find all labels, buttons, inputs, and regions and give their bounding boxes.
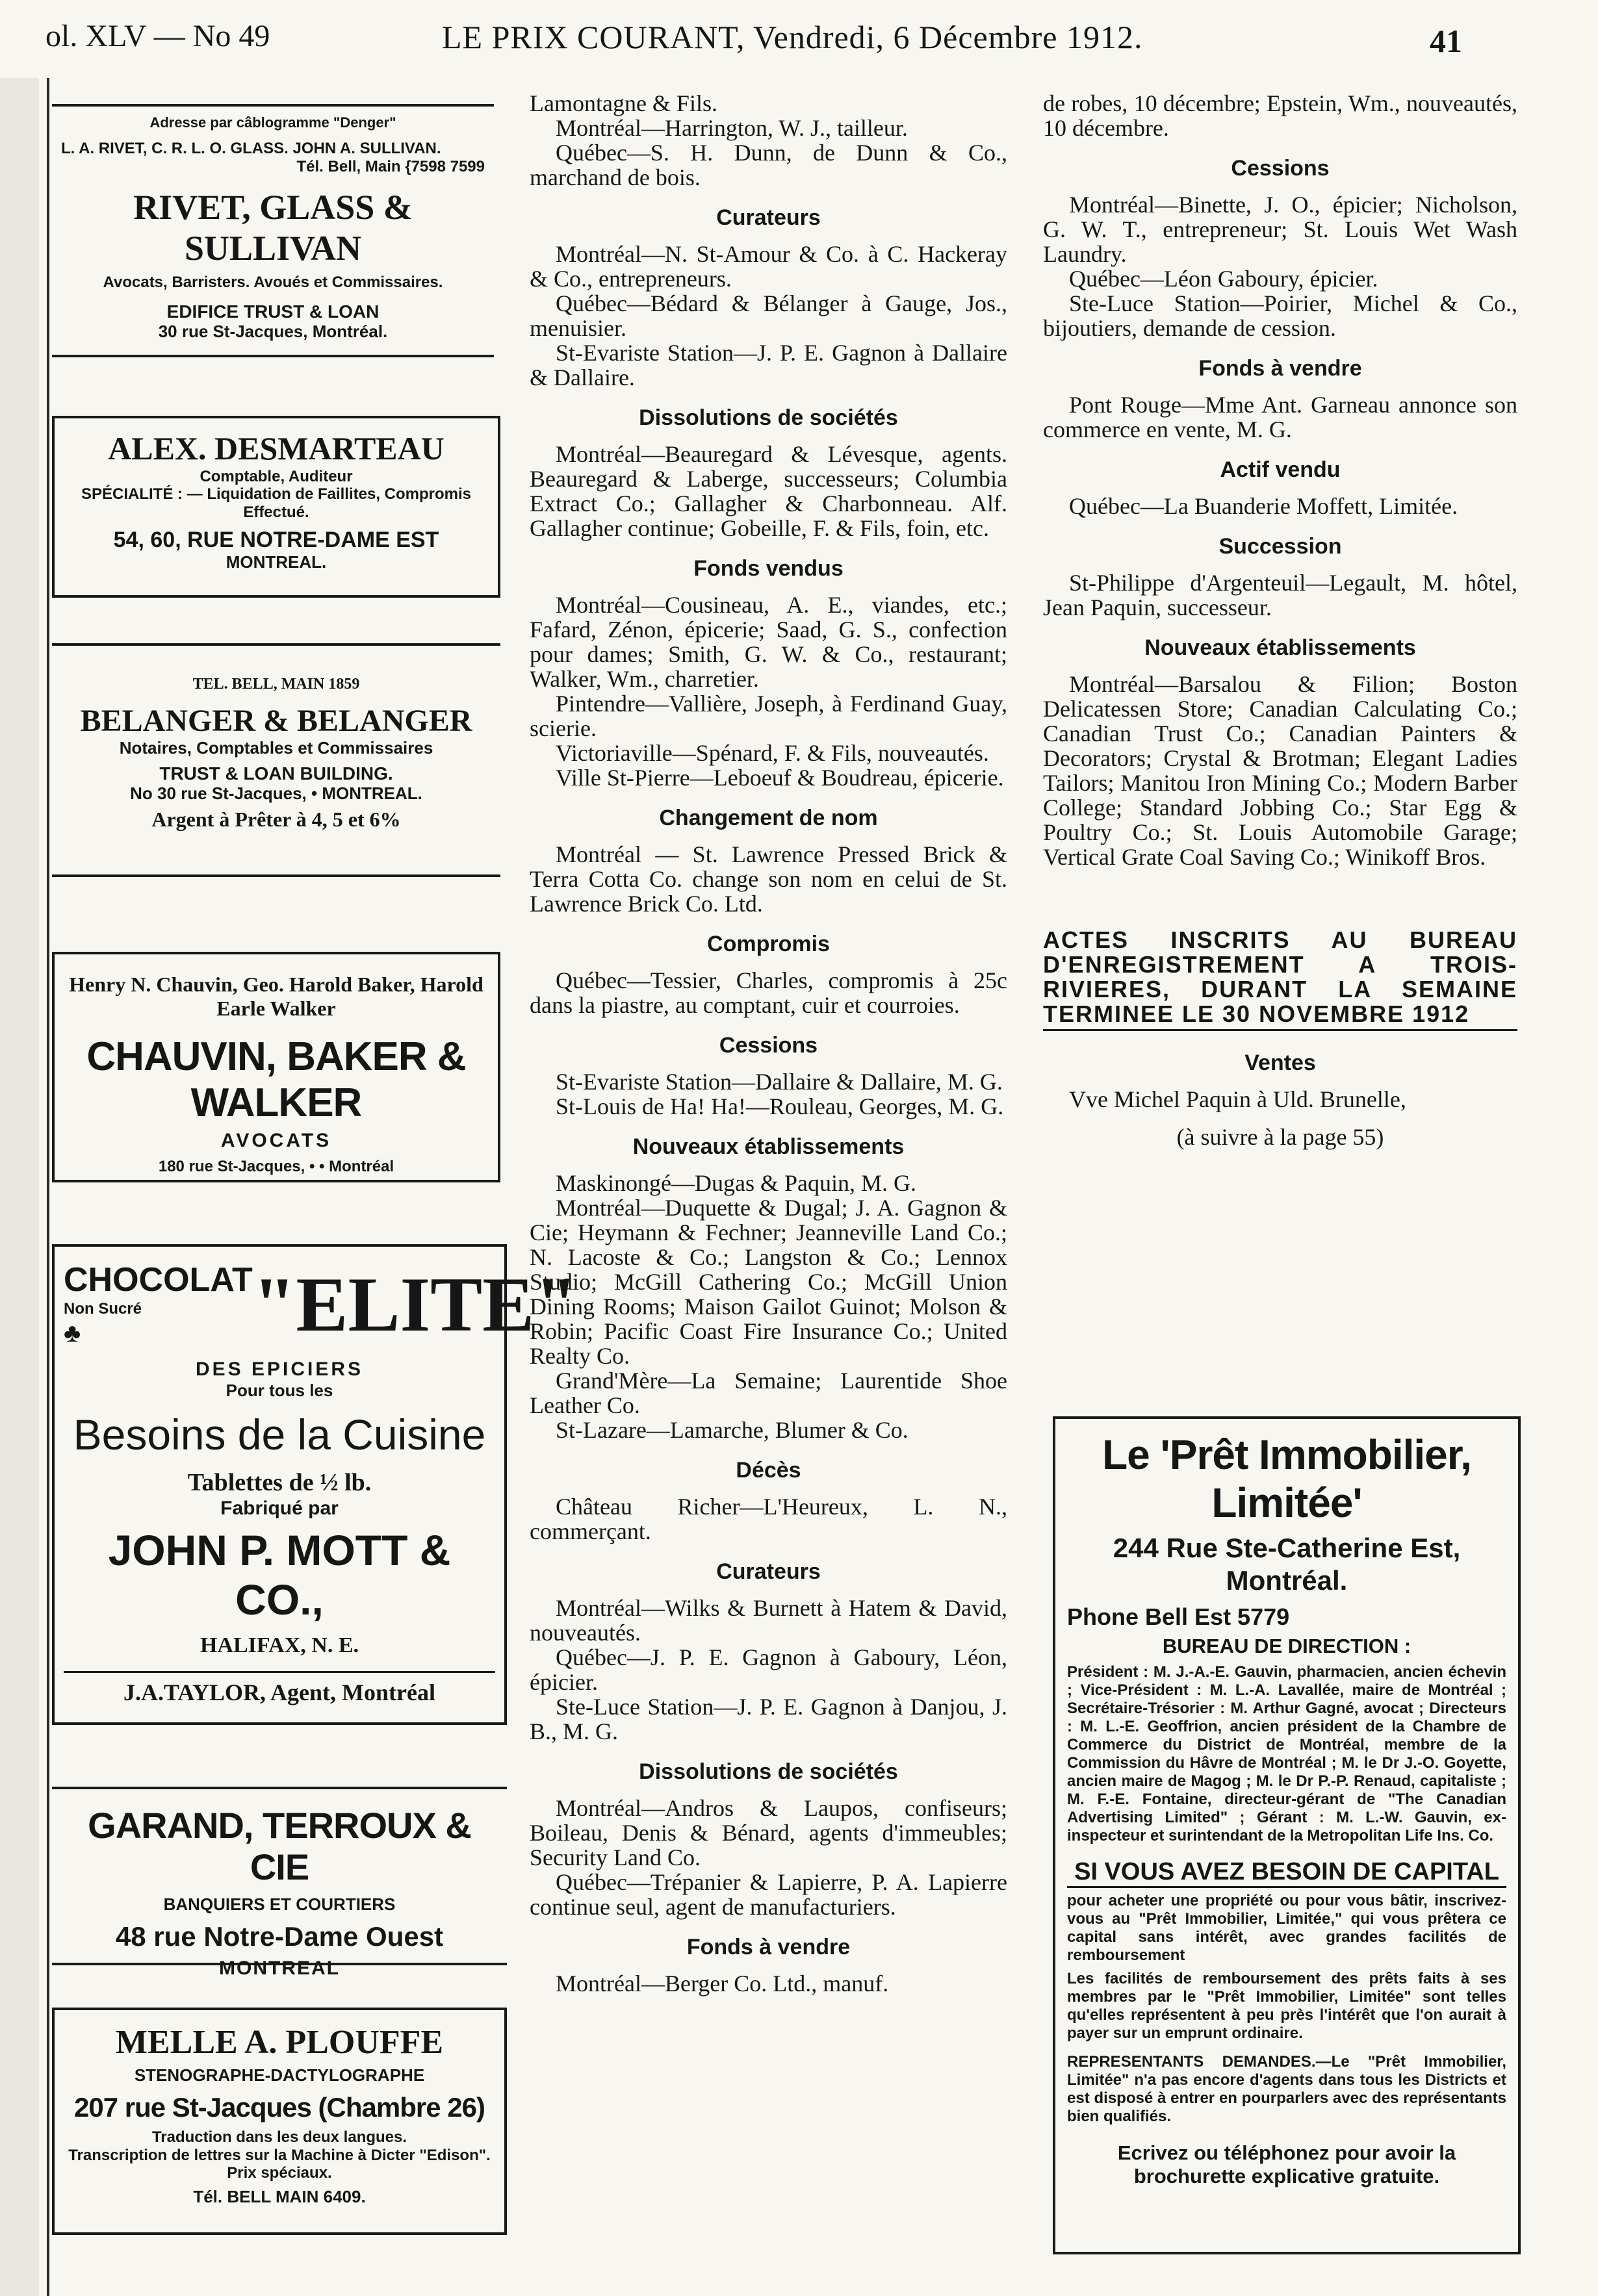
ad-partner-names: Henry N. Chauvin, Geo. Harold Baker, Harold Earle Walker xyxy=(69,973,483,1020)
entry-text: Montréal—Andros & Laupos, confiseurs; Boileau, Denis & Bénard, agents d'immeubles; Security Land Co. xyxy=(530,1795,1007,1870)
ad-transcription: Transcription de lettres sur la Machine à Dicter "Edison". Prix spéciaux. xyxy=(68,2146,491,2182)
section-heading: Curateurs xyxy=(716,1559,821,1584)
section-heading: Cessions xyxy=(1231,156,1330,181)
entry-text: Montréal—Berger Co. Ltd., manuf. xyxy=(556,1971,889,1996)
page-header xyxy=(0,0,1598,71)
section-heading: Actif vendu xyxy=(1220,457,1341,482)
newspaper-title: LE PRIX COURANT, Vendredi, 6 Décembre 1912. xyxy=(442,19,1143,55)
entry-text: Vve Michel Paquin à Uld. Brunelle, xyxy=(1069,1086,1406,1112)
ad-cable-address: Adresse par câblogramme "Denger" xyxy=(149,114,396,131)
section-heading: Cessions xyxy=(719,1033,818,1058)
ad-city: HALIFAX, N. E. xyxy=(200,1633,359,1658)
actes-heading: ACTES INSCRITS AU BUREAU D'ENREGISTREMENT A TROIS-RIVIERES, DURANT LA SEMAINE TERMINEE LE 30 NOVEMBRE 1912 xyxy=(1043,926,1517,1027)
ad-traduction: Traduction dans les deux langues. xyxy=(151,2128,407,2146)
ad-telephone: TEL. BELL, MAIN 1859 xyxy=(192,676,360,693)
entry-text: St-Evariste Station—J. P. E. Gagnon à Dallaire & Dallaire. xyxy=(530,340,1007,390)
page-number: 41 xyxy=(1430,23,1462,59)
ad-pret-immobilier xyxy=(1053,1416,1521,2254)
ad-address: 180 rue St-Jacques, • • Montréal xyxy=(158,1157,394,1175)
ad-name: ALEX. DESMARTEAU xyxy=(108,430,445,466)
ad-city: MONTREAL. xyxy=(226,552,327,572)
ad-belanger xyxy=(52,643,500,877)
continued-note: (à suivre à la page 55) xyxy=(1176,1124,1384,1150)
ad-role: AVOCATS xyxy=(220,1130,332,1152)
gutter-rule xyxy=(47,78,49,2296)
ad-address: 48 rue Notre-Dame Ouest xyxy=(115,1920,444,1952)
entry-text: Montréal—N. St-Amour & Co. à C. Hackeray & Co., entrepreneurs. xyxy=(530,241,1007,292)
section-heading: Succession xyxy=(1218,534,1342,559)
entry-text: Montréal — St. Lawrence Pressed Brick & Terra Cotta Co. change son nom en celui de St. Lawrence Brick Co. Ltd. xyxy=(530,841,1007,917)
ad-telephone: Tél. BELL MAIN 6409. xyxy=(193,2186,366,2206)
middle-column xyxy=(530,91,1007,1996)
ad-building: EDIFICE TRUST & LOAN xyxy=(166,301,380,322)
section-heading: Fonds à vendre xyxy=(1198,356,1362,381)
ad-facilites: Les facilités de remboursement des prêts faits à ses membres par le "Prêt Immobilier, Limitée" sont telles qu'elles représentent à peu près l'intérêt que l'on aurait à payer sur un emprunt ordinaire. xyxy=(1067,1970,1506,2042)
ad-argent: Argent à Prêter à 4, 5 et 6% xyxy=(151,807,401,831)
ad-role: BANQUIERS ET COURTIERS xyxy=(163,1894,396,1914)
ad-firm-name: GARAND, TERROUX & CIE xyxy=(88,1805,471,1888)
ad-phone: Phone Bell Est 5779 xyxy=(1067,1603,1290,1630)
ad-capital-heading: SI VOUS AVEZ BESOIN DE CAPITAL xyxy=(1067,1858,1506,1888)
ad-role: STENOGRAPHE-DACTYLOGRAPHE xyxy=(134,2065,425,2085)
ad-role: Notaires, Comptables et Commissaires xyxy=(119,737,433,758)
section-heading: Dissolutions de sociétés xyxy=(639,1759,898,1784)
page-gutter xyxy=(0,78,39,2296)
ad-partner-names: L. A. RIVET, C. R. L. O. GLASS. JOHN A. SULLIVAN. xyxy=(61,140,441,158)
ad-chauvin-baker-walker xyxy=(52,952,500,1182)
section-heading: Dissolutions de sociétés xyxy=(639,405,898,430)
ad-chocolat-label: CHOCOLAT xyxy=(64,1261,253,1299)
entry-text: St-Louis de Ha! Ha!—Rouleau, Georges, M. G. xyxy=(556,1093,1004,1119)
entry-text: Victoriaville—Spénard, F. & Fils, nouveautés. xyxy=(556,740,989,766)
ad-firm-name: BELANGER & BELANGER xyxy=(80,703,472,738)
entry-text: Ville St-Pierre—Leboeuf & Boudreau, épicerie. xyxy=(556,765,1004,791)
entry-text: Québec—Trépanier & Lapierre, P. A. Lapierre continue seul, agent de manufacturiers. xyxy=(530,1869,1007,1920)
ad-address: No 30 rue St-Jacques, • MONTREAL. xyxy=(130,783,422,803)
ad-address: 244 Rue Ste-Catherine Est, xyxy=(1113,1533,1461,1563)
ad-address: 30 rue St-Jacques, Montréal. xyxy=(158,322,388,342)
entry-text: Château Richer—L'Heureux, L. N., commerçant. xyxy=(530,1494,1007,1544)
ad-address: 54, 60, RUE NOTRE-DAME EST xyxy=(113,528,439,553)
entry-text: Montréal—Wilks & Burnett à Hatem & David, nouveautés. xyxy=(530,1595,1007,1646)
entry-text: Pont Rouge—Mme Ant. Garneau annonce son commerce en vente, M. G. xyxy=(1043,392,1517,442)
entry-text: Montréal—Binette, J. O., épicier; Nicholson, G. W. T., entrepreneur; St. Louis Wet Wash Laundry. xyxy=(1043,192,1517,267)
ad-city: Montréal. xyxy=(1226,1565,1348,1596)
entry-text: Québec—La Buanderie Moffett, Limitée. xyxy=(1069,493,1458,519)
section-heading: Compromis xyxy=(707,932,830,956)
entry-text: Lamontagne & Fils. xyxy=(530,90,717,116)
ad-capital-text: pour acheter une propriété ou pour vous bâtir, inscrivez-vous au "Prêt Immobilier, Limitée," qui vous prêtera ce capital sans intérêt, avec grandes facilités de remboursement xyxy=(1067,1892,1506,1964)
ad-title: Le 'Prêt Immobilier, Limitée' xyxy=(1102,1431,1471,1526)
ad-chocolat-elite xyxy=(52,1244,578,1725)
section-heading: Curateurs xyxy=(716,205,821,230)
entry-text: Montréal—Harrington, W. J., tailleur. xyxy=(556,115,908,141)
ad-pour-tous: Pour tous les xyxy=(226,1380,333,1400)
entry-text: Montréal—Beauregard & Lévesque, agents. Beauregard & Laberge, successeurs; Columbia Extract Co.; Gallagher & Charbonneau. Alf. Gallagher continue; Gobeille, F. & Fils, foin, etc. xyxy=(530,441,1007,541)
entry-text: de robes, 10 décembre; Epstein, Wm., nouveautés, 10 décembre. xyxy=(1043,90,1517,141)
entry-text: St-Evariste Station—Dallaire & Dallaire, M. G. xyxy=(556,1069,1003,1095)
section-heading: Changement de nom xyxy=(659,806,878,830)
entry-text: Québec—Léon Gaboury, épicier. xyxy=(1069,266,1378,292)
ad-fabrique: Fabriqué par xyxy=(220,1497,339,1519)
ad-garand-terroux xyxy=(52,1787,507,1979)
ad-building: TRUST & LOAN BUILDING. xyxy=(159,763,393,784)
ad-firm-name: CHAUVIN, BAKER & WALKER xyxy=(86,1034,466,1125)
ad-telephone: Tél. Bell, Main {7598 7599 xyxy=(296,157,485,175)
section-heading: Fonds à vendre xyxy=(686,1935,851,1959)
entry-text: Ste-Luce Station—Poirier, Michel & Co., bijoutiers, demande de cession. xyxy=(1043,290,1517,341)
entry-text: Montréal—Cousineau, A. E., viandes, etc.; Fafard, Zénon, épicerie; Saad, G. S., confection pour dames; Smith, G. W. & Co., restaurant; Walker, Wm., charretier. xyxy=(530,592,1007,692)
ad-bureau-heading: BUREAU DE DIRECTION : xyxy=(1162,1635,1411,1657)
ad-tablettes: Tablettes de ½ lb. xyxy=(187,1469,372,1497)
entry-text: Montréal—Barsalou & Filion; Boston Delicatessen Store; Canadian Calculating Co.; Canadian Trust Co.; Canadian Painters & Decorators; Crystal & Brotman; Elegant Ladies Tailors; Manitou Iron Mining Co.; Modern Barber College; Standard Jobbing Co.; Star Egg & Poultry Co.; St. Louis Automobile Garage; Vertical Grate Coal Saving Co.; Winikoff Bros. xyxy=(1043,671,1517,870)
ad-desmarteau xyxy=(52,416,500,598)
entry-text: Québec—S. H. Dunn, de Dunn & Co., marchand de bois. xyxy=(530,140,1007,190)
ad-role: Comptable, Auditeur xyxy=(200,467,353,485)
entry-text: Grand'Mère—La Semaine; Laurentide Shoe Leather Co. xyxy=(530,1368,1007,1418)
section-heading: Ventes xyxy=(1244,1051,1316,1075)
entry-text: Ste-Luce Station—J. P. E. Gagnon à Danjou, J. B., M. G. xyxy=(530,1694,1007,1744)
ad-agent: J.A.TAYLOR, Agent, Montréal xyxy=(64,1671,495,1706)
right-column xyxy=(1043,91,1517,1149)
divider xyxy=(1043,1029,1517,1031)
entry-text: St-Philippe d'Argenteuil—Legault, M. hôtel, Jean Paquin, successeur. xyxy=(1043,570,1517,620)
ad-role: Avocats, Barristers. Avoués et Commissaires. xyxy=(103,273,443,291)
ad-maker: JOHN P. MOTT & CO., xyxy=(108,1526,451,1624)
ad-direction: Président : M. J.-A.-E. Gauvin, pharmacien, ancien échevin ; Vice-Président : M. L.-A. Lavallée, maire de Montréal ; Secrétaire-Trésorier : M. Arthur Gagné, avocat ; Directeurs : M. L.-E. Geoffrion, ancien président de la Chambre de Commerce du District de Montréal, membre de la Commission du Hâvre de Montréal ; M. le Dr J.-O. Goyette, ancien maire de Magog ; M. le Dr P.-P. Renaud, capitaliste ; M. F.-E. Fontaine, directeur-gérant de "The Canadian Advertising Limited" ; Gérant : M. L.-W. Gauvin, ex-inspecteur et surintendant de la Metropolitan Life Ins. Co. xyxy=(1067,1663,1506,1844)
section-heading: Fonds vendus xyxy=(693,556,844,581)
ad-specialite: SPÉCIALITÉ : — Liquidation de Faillites, Compromis Effectué. xyxy=(81,485,472,521)
ad-address: 207 rue St-Jacques (Chambre 26) xyxy=(74,2091,485,2123)
volume-number: ol. XLV — No 49 xyxy=(45,19,270,53)
ad-rivet-glass-sullivan xyxy=(52,104,494,357)
ad-des-epiciers: DES EPICIERS xyxy=(195,1358,364,1380)
ad-bell-icon: ♣ xyxy=(64,1318,81,1347)
entry-text: St-Lazare—Lamarche, Blumer & Co. xyxy=(556,1417,909,1443)
entry-text: Québec—J. P. E. Gagnon à Gaboury, Léon, épicier. xyxy=(530,1644,1007,1695)
ad-city: MONTREAL xyxy=(219,1957,340,1979)
section-heading: Nouveaux établissements xyxy=(632,1134,905,1159)
ad-besoins: Besoins de la Cuisine xyxy=(73,1410,486,1459)
ad-non-sucre: Non Sucré xyxy=(64,1300,142,1318)
ad-representants: REPRESENTANTS DEMANDES.—Le "Prêt Immobilier, Limitée" n'a pas encore d'agents dans tous les Districts et est disposé à entrer en pourparlers avec des représentants bien qualifiés. xyxy=(1067,2053,1506,2125)
ad-firm-name: RIVET, GLASS & SULLIVAN xyxy=(133,188,413,268)
section-heading: Décès xyxy=(736,1458,801,1483)
entry-text: Maskinongé—Dugas & Paquin, M. G. xyxy=(556,1170,916,1196)
entry-text: Québec—Tessier, Charles, compromis à 25c dans la piastre, au comptant, cuir et courroies. xyxy=(530,967,1007,1018)
ad-ecrivez: Ecrivez ou téléphonez pour avoir la brochurette explicative gratuite. xyxy=(1117,2141,1456,2188)
section-heading: Nouveaux établissements xyxy=(1144,635,1416,660)
entry-text: Montréal—Duquette & Dugal; J. A. Gagnon & Cie; Heymann & Fechner; Jeanneville Land Co.; N. Lacoste & Co.; Langston & Co.; Lennox Studio; McGill Cathering Co.; McGill Union Dining Rooms; Maison Gailot Guinot; Molson & Robin; Pacific Coast Fire Insurance Co.; United Realty Co. xyxy=(530,1195,1007,1369)
ad-name: MELLE A. PLOUFFE xyxy=(115,2024,444,2061)
ad-brand-name: "ELITE" xyxy=(252,1261,578,1347)
entry-text: Québec—Bédard & Bélanger à Gauge, Jos., menuisier. xyxy=(530,290,1007,341)
entry-text: Pintendre—Vallière, Joseph, à Ferdinand Guay, scierie. xyxy=(530,691,1007,741)
ad-plouffe xyxy=(52,2008,507,2235)
